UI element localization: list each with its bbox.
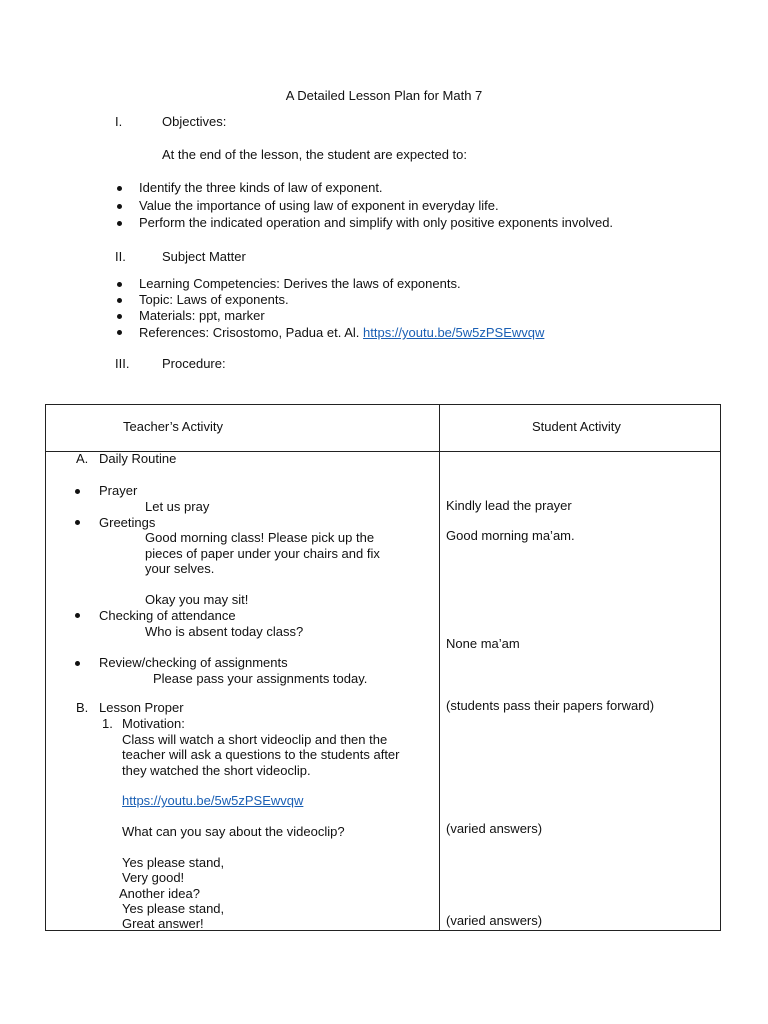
student-assignments-response: (students pass their papers forward) <box>446 698 655 713</box>
bullet-icon <box>75 489 80 494</box>
student-answers-response: (varied answers) <box>446 913 543 928</box>
bullet-icon <box>117 186 122 191</box>
prayer-label: Prayer <box>99 483 138 498</box>
bullet-icon <box>75 520 80 525</box>
daily-routine-marker: A. <box>76 451 89 466</box>
section-numeral-subject-matter: II. <box>115 249 126 264</box>
student-answers-response: (varied answers) <box>446 821 543 836</box>
prayer-line: Let us pray <box>145 499 210 514</box>
bullet-icon <box>75 661 80 666</box>
review-label: Review/checking of assignments <box>99 655 288 670</box>
subject-matter-item: Materials: ppt, marker <box>139 308 265 323</box>
greetings-line: pieces of paper under your chairs and fix <box>145 546 380 561</box>
objectives-intro: At the end of the lesson, the student are expected to: <box>162 147 467 162</box>
motivation-line: teacher will ask a questions to the students after <box>122 747 400 762</box>
section-heading-procedure: Procedure: <box>162 356 226 371</box>
student-greeting-response: Good morning ma’am. <box>446 528 575 543</box>
bullet-icon <box>117 298 122 303</box>
closing-line: Yes please stand, <box>122 901 225 916</box>
motivation-line: Class will watch a short videoclip and then the <box>122 732 388 747</box>
sit-line: Okay you may sit! <box>145 592 249 607</box>
motivation-line: they watched the short videoclip. <box>122 763 311 778</box>
subject-matter-item: Learning Competencies: Derives the laws of exponents. <box>139 276 461 291</box>
daily-routine-heading: Daily Routine <box>99 451 177 466</box>
page-title: A Detailed Lesson Plan for Math 7 <box>285 88 483 103</box>
attendance-line: Who is absent today class? <box>145 624 304 639</box>
greetings-line: your selves. <box>145 561 215 576</box>
objective-item: Value the importance of using law of exponent in everyday life. <box>139 198 499 213</box>
references-label: References: Crisostomo, Padua et. Al. <box>139 325 360 340</box>
greetings-line: Good morning class! Please pick up the <box>145 530 375 545</box>
bullet-icon <box>75 613 80 618</box>
section-heading-subject-matter: Subject Matter <box>162 249 246 264</box>
section-numeral-procedure: III. <box>115 356 130 371</box>
student-prayer-response: Kindly lead the prayer <box>446 498 572 513</box>
procedure-table <box>45 404 721 931</box>
bullet-icon <box>117 314 122 319</box>
closing-line: Another idea? <box>119 886 200 901</box>
closing-line: Very good! <box>122 870 185 885</box>
references-link[interactable]: https://youtu.be/5w5zPSEwvqw <box>363 325 545 340</box>
subject-matter-item: Topic: Laws of exponents. <box>139 292 289 307</box>
bullet-icon <box>117 330 122 335</box>
lesson-proper-heading: Lesson Proper <box>99 700 184 715</box>
section-heading-objectives: Objectives: <box>162 114 227 129</box>
video-link[interactable]: https://youtu.be/5w5zPSEwvqw <box>122 793 304 808</box>
videoclip-question: What can you say about the videoclip? <box>122 824 345 839</box>
bullet-icon <box>117 204 122 209</box>
section-numeral-objectives: I. <box>115 114 123 129</box>
table-header-teacher: Teacher’s Activity <box>123 419 223 434</box>
review-line: Please pass your assignments today. <box>153 671 368 686</box>
motivation-heading: Motivation: <box>122 716 185 731</box>
objective-item: Identify the three kinds of law of exponent. <box>139 180 383 195</box>
table-column-divider <box>439 405 440 930</box>
attendance-label: Checking of attendance <box>99 608 236 623</box>
bullet-icon <box>117 221 122 226</box>
closing-line: Yes please stand, <box>122 855 225 870</box>
greetings-label: Greetings <box>99 515 156 530</box>
bullet-icon <box>117 282 122 287</box>
lesson-proper-marker: B. <box>76 700 89 715</box>
motivation-marker: 1. <box>102 716 113 731</box>
student-attendance-response: None ma’am <box>446 636 520 651</box>
table-header-student: Student Activity <box>532 419 621 434</box>
objective-item: Perform the indicated operation and simplify with only positive exponents involved. <box>139 215 614 230</box>
closing-line: Great answer! <box>122 916 204 931</box>
references-item <box>139 325 544 341</box>
